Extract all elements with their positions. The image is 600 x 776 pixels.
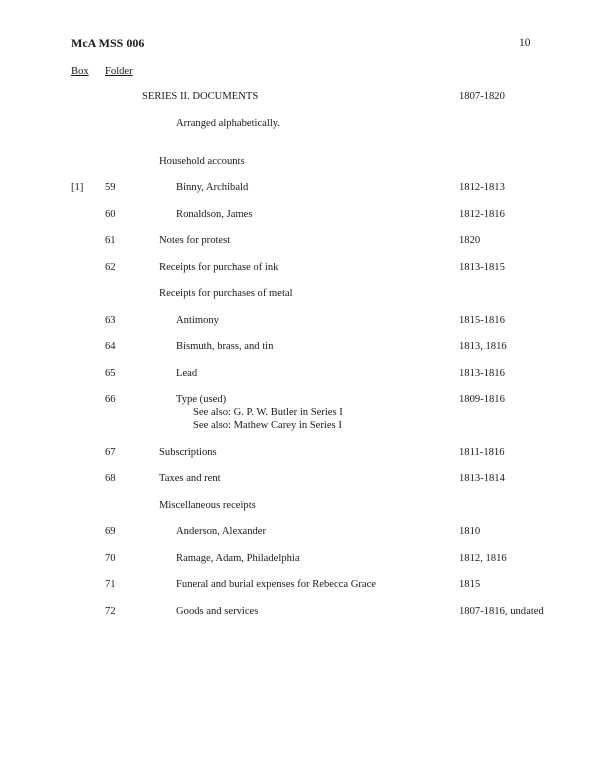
folder-dates: 1820 bbox=[459, 235, 481, 246]
folder-dates: 1812, 1816 bbox=[459, 553, 507, 564]
folder-number: 69 bbox=[105, 526, 116, 537]
folder-dates: 1813, 1816 bbox=[459, 341, 507, 352]
folder-number: 62 bbox=[105, 262, 116, 273]
series-note: Arranged alphabetically. bbox=[176, 118, 281, 129]
folder-title: Lead bbox=[176, 368, 198, 379]
folder-dates: 1815-1816 bbox=[459, 315, 505, 326]
folder-number: 60 bbox=[105, 209, 116, 220]
folder-dates: 1812-1813 bbox=[459, 182, 505, 193]
folder-title: Goods and services bbox=[176, 606, 259, 617]
folder-title: Ramage, Adam, Philadelphia bbox=[176, 553, 300, 564]
folder-number: 72 bbox=[105, 606, 116, 617]
series-dates: 1807-1820 bbox=[459, 91, 505, 102]
folder-number: 65 bbox=[105, 368, 116, 379]
folder-dates: 1813-1814 bbox=[459, 473, 505, 484]
box-number: [1] bbox=[71, 182, 84, 193]
subseries-heading-household: Household accounts bbox=[159, 156, 245, 167]
folder-number: 71 bbox=[105, 579, 116, 590]
subseries-heading-metal: Receipts for purchases of metal bbox=[159, 288, 293, 299]
folder-title: Notes for protest bbox=[159, 235, 231, 246]
see-also-note: See also: G. P. W. Butler in Series I bbox=[193, 407, 343, 418]
folder-dates: 1807-1816, undated bbox=[459, 606, 544, 617]
folder-number: 68 bbox=[105, 473, 116, 484]
folder-dates: 1810 bbox=[459, 526, 481, 537]
folder-number: 66 bbox=[105, 394, 116, 405]
folder-column-heading: Folder bbox=[105, 66, 133, 77]
folder-title: Subscriptions bbox=[159, 447, 217, 458]
folder-number: 70 bbox=[105, 553, 116, 564]
folder-number: 64 bbox=[105, 341, 116, 352]
folder-dates: 1811-1816 bbox=[459, 447, 505, 458]
folder-title: Binny, Archibald bbox=[176, 182, 249, 193]
folder-dates: 1815 bbox=[459, 579, 481, 590]
folder-number: 59 bbox=[105, 182, 116, 193]
series-title: SERIES II. DOCUMENTS bbox=[142, 91, 259, 102]
folder-title: Type (used) bbox=[176, 394, 227, 405]
folder-dates: 1813-1816 bbox=[459, 368, 505, 379]
collection-id: McA MSS 006 bbox=[71, 36, 145, 50]
folder-title: Taxes and rent bbox=[159, 473, 221, 484]
folder-number: 63 bbox=[105, 315, 116, 326]
box-column-heading: Box bbox=[71, 66, 89, 77]
subseries-heading-misc: Miscellaneous receipts bbox=[159, 500, 256, 511]
folder-title: Anderson, Alexander bbox=[176, 526, 267, 537]
folder-title: Antimony bbox=[176, 315, 219, 326]
folder-title: Bismuth, brass, and tin bbox=[176, 341, 274, 352]
page-number: 10 bbox=[519, 37, 531, 49]
folder-title: Ronaldson, James bbox=[176, 209, 253, 220]
folder-dates: 1812-1816 bbox=[459, 209, 505, 220]
see-also-note: See also: Mathew Carey in Series I bbox=[193, 420, 342, 431]
folder-dates: 1809-1816 bbox=[459, 394, 505, 405]
folder-title: Funeral and burial expenses for Rebecca Grace bbox=[176, 579, 377, 590]
folder-dates: 1813-1815 bbox=[459, 262, 505, 273]
folder-title: Receipts for purchase of ink bbox=[159, 262, 279, 273]
folder-number: 67 bbox=[105, 447, 116, 458]
folder-number: 61 bbox=[105, 235, 116, 246]
